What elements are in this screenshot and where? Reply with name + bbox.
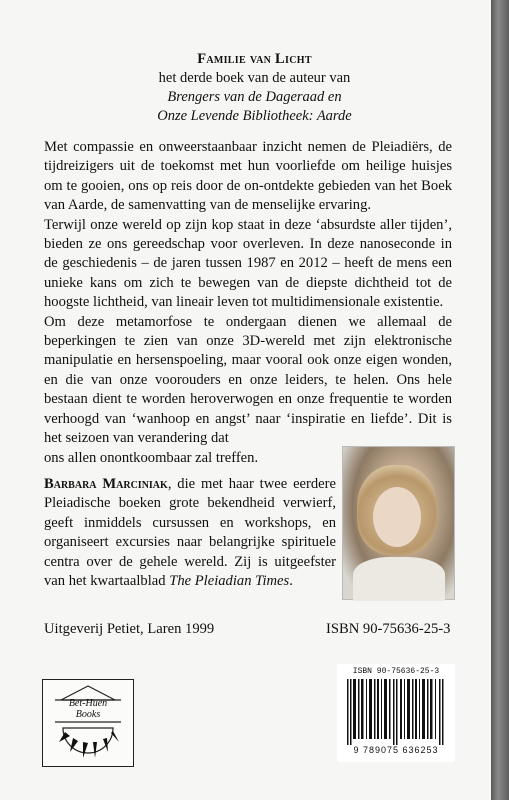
publisher-logo: [42, 679, 134, 767]
page-edge: [491, 0, 509, 800]
author-bio-text: , die met haar twee eerdere Pleiadische boeken grote bekendheid verwierf, geeft inmiddels cursussen en workshops, en organiseert excursies naar belangrijke spirituele centra over de gehele wereld. Zij is uitgeefster van het kwartaalblad: [44, 476, 336, 590]
header-line-1: het derde boek van de auteur van: [158, 70, 351, 86]
barcode-digits: 9 789075 636253: [353, 745, 439, 755]
author-photo: [342, 446, 455, 600]
author-bio: Barbara Marciniak, die met haar twee eerdere Pleiadische boeken grote bekendheid verwierf, geeft inmiddels cursussen en workshops, en organiseert excursies naar belangrijke spirituele centra over de gehele wereld. Zij is uitgeefster van het kwartaalblad The Pleiadian Times.: [44, 476, 336, 590]
blurb-paragraph-2: Terwijl onze wereld op zijn kop staat in deze ‘absurdste aller tijden’, bieden ze ons gereedschap voor overleven. In deze nanoseconde in de geschiedenis – de jaren tussen 1987 en 2012 – heeft de mens een unieke kans om zich te bewegen van de diepste dichtheid tot de hoogste lichtheid, van lineair leven tot multidimensionale existentie.: [44, 216, 452, 311]
blurb: [44, 138, 452, 468]
header: [0, 50, 491, 126]
author-name: Barbara Marciniak: [44, 476, 168, 492]
blurb-paragraph-3: Om deze metamorfose te ondergaan dienen we allemaal de beperkingen te zien van onze 3D-wereld met zijn elektronische manipulatie en hersenspoeling, maar vooral ook onze eigen wonden, en die van onze voorouders en onze leiders, te helen. Ons hele bestaan dient te worden heroverwogen en onze frequentie te worden verhoogd van ‘wanhoop en angst’ naar ‘inspiratie en liefde’. Dit is het seizoen van verandering dat: [44, 313, 452, 447]
barcode-isbn: ISBN 90-75636-25-3: [352, 667, 440, 676]
blurb-paragraph-1: Met compassie en onweerstaanbaar inzicht nemen de Pleiadiërs, de tijdreizigers uit de toekomst met hun voorliefde om heilige huisjes om te gooien, ons op reis door de on-ontdekte gebieden van het Boek van Aarde, de samenvatting van de menselijke ervaring.: [44, 139, 452, 214]
isbn-line: ISBN 90-75636-25-3: [326, 621, 451, 637]
barcode: [337, 664, 455, 762]
header-line-2: Brengers van de Dageraad en: [167, 89, 342, 105]
barcode-bars: [345, 679, 447, 745]
blurb-paragraph-3-end: ons allen onontkoombaar zal treffen.: [44, 449, 259, 466]
series-title: Familie van Licht: [197, 51, 312, 67]
magazine-title: The Pleiadian Times: [169, 573, 290, 590]
publisher-line: Uitgeverij Petiet, Laren 1999: [44, 621, 215, 637]
logo-text: Bet-Huen Books: [68, 698, 108, 720]
header-line-3: Onze Levende Bibliotheek: Aarde: [157, 108, 352, 124]
